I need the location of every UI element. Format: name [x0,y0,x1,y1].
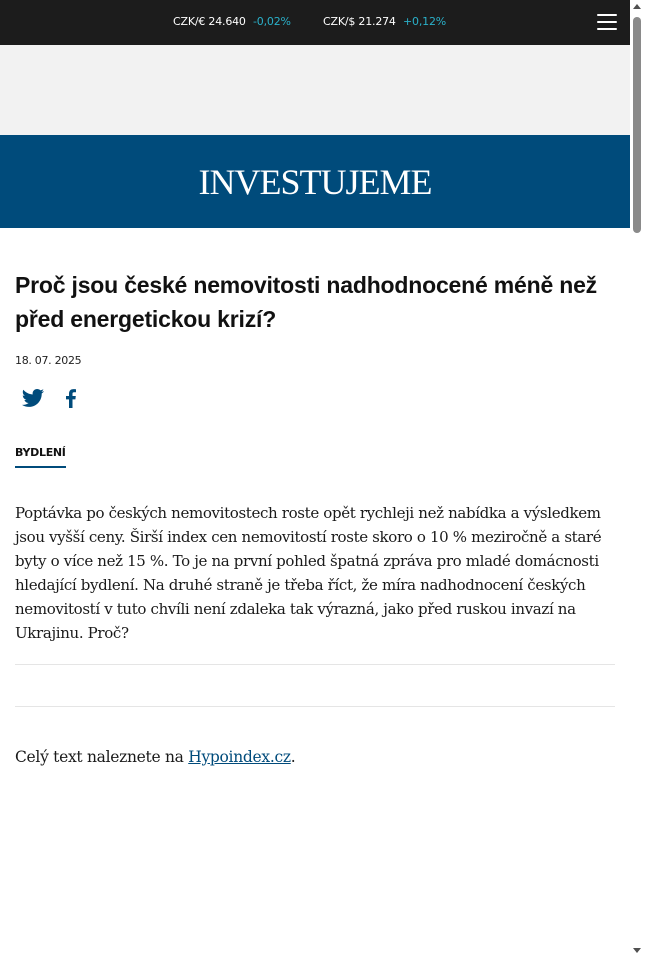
article-perex: Poptávka po českých nemovitostech roste opět rychleji než nabídka a výsledkem jsou vyšší ceny. Širší index cen nemovitostí roste skoro o 10 % meziročně a staré byty o více než 15 %. To je na první pohled špatná zpráva pro mladé domácnosti hledající bydlení. Na druhé straně je třeba říct, že míra nadhodnocení českých nemovitostí v tuto chvíli není zdaleka tak výrazná, jako před ruskou invazí na Ukrajinu. Proč? [15,504,602,642]
scroll-down-arrow-icon[interactable] [633,948,641,953]
brand-header [0,135,630,228]
twitter-icon [21,386,45,410]
ticker-usd-change: +0,12% [403,15,446,28]
article-date: 18. 07. 2025 [15,354,82,367]
source-link[interactable]: Hypoindex.cz [188,748,291,766]
ticker-usd-rate: CZK/$ 21.274 [323,15,396,28]
divider [15,664,615,665]
scroll-up-arrow-icon[interactable] [633,4,641,9]
scrollbar[interactable] [630,0,645,961]
article-title: Proč jsou české nemovitosti nadhodnocené méně než před energetickou krizí? [15,272,597,332]
site-logo[interactable]: INVESTUJEME [198,162,432,202]
ticker-eur-rate: CZK/€ 24.640 [173,15,246,28]
top-bar [0,0,630,45]
category-tag[interactable]: BYDLENÍ [15,446,66,468]
ad-space [0,45,630,135]
facebook-icon [59,386,83,410]
hamburger-line [597,14,617,16]
ticker-usd[interactable] [323,15,446,28]
ticker-eur-change: -0,02% [253,15,291,28]
hamburger-line [597,21,617,23]
facebook-share-button[interactable] [59,386,83,410]
twitter-share-button[interactable] [21,386,45,410]
scroll-thumb[interactable] [633,17,641,233]
divider [15,706,615,707]
hamburger-icon[interactable] [597,14,617,31]
ticker-eur[interactable] [173,15,291,28]
source-note [15,748,295,766]
hamburger-line [597,28,617,30]
source-suffix: . [290,748,296,766]
source-prefix: Celý text naleznete na [15,748,189,766]
